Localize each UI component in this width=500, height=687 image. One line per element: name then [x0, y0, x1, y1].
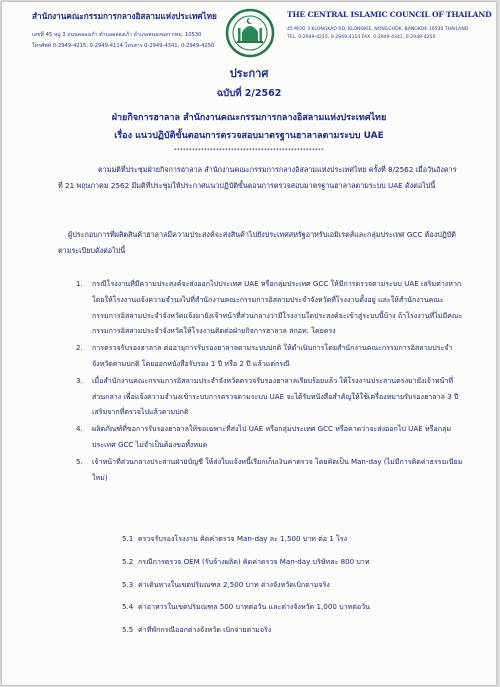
list-item: 5.5 ค่าที่พักกรณีออกต่างจังหวัด เบิกจ่ายตามจริง [122, 625, 272, 635]
fee-sub-list [122, 533, 452, 647]
list-item: 4. ผลิตภัณฑ์ที่ขอการรับรองฮาลาลให้ขอเฉพาะที่ส่งไป UAE หรือกลุ่มประเทศ GCC หรือคาดว่าจะส่งออกไป UAE หรือกลุ่มประเทศ GCC ไม่จำเป็นต้องขอทั้งหมด [76, 424, 452, 449]
list-item: 5.2 กรณีการตรวจ OEM (รับจ้างผลิต) คิดค่าตรวจ Man-day บริษัทละ 800 บาท [122, 556, 370, 566]
address-thai: เลขที่ 45 หมู่ 3 ถนนคลองเก้า ตำบลคลองเก้า อำเภอหนองจอก กทม. 10530 [32, 32, 202, 38]
list-item: 5.3 ค่าเดินทางในเขตปริมณฑล 2,500 บาท ต่างจังหวัดเบิกตามจริง [122, 579, 330, 589]
requirement-paragraph: ผู้ประกอบการที่ผลิตสินค้าฮาลาลมีความประสงค์จะส่งสินค้าไปยังประเทศสหรัฐอาหรับเอมิเรตส์และกลุ่มประเทศ GCC ต้องปฏิบัติตามระเบียบดังต่อไปนี้ [58, 230, 456, 255]
contact-thai: โทรศัพท์ 0-2949-4215, 0-2949-4114 โทรสาร 0-2949-4341, 0-2949-4250 [32, 43, 215, 49]
organization-name-english: THE CENTRAL ISLAMIC COUNCIL OF THAILAND [287, 10, 492, 19]
intro-paragraph: ตามมติที่ประชุมฝ่ายกิจการฮาลาล สำนักงานคณะกรรมการกลางอิสลามแห่งประเทศไทย ครั้งที่ 8/2562 เมื่อวันอังคารที่ 21 พฤษภาคม 2562 มีมติที่ประชุมให้ประกาศแนวปฏิบัติขั้นตอนการตรวจสอบมาตรฐานฮาลาลตามระบบ UAE ดังต่อไปนี้ [58, 165, 457, 190]
announcement-number: ฉบับที่ 2/2562 [216, 88, 282, 99]
separator-stars: ************************************************** [174, 148, 324, 154]
letterhead-english [287, 10, 492, 40]
list-item: 5.1 ตรวจรับรองโรงงาน คิดค่าตรวจ Man-day ละ 1,500 บาท ต่อ 1 โรง [122, 534, 348, 543]
islamic-council-seal-icon [225, 8, 275, 58]
letterhead-thai [32, 10, 217, 50]
subject-line: เรื่อง แนวปฏิบัติขั้นตอนการตรวจสอบมาตรฐานฮาลาลตามระบบ UAE [114, 131, 384, 141]
address-english: 45 MOO 3 KLONGKAO RD, KLONGKIE, NONGCHOK, BANGKOK 10530 THAILAND [287, 27, 469, 32]
procedure-list [76, 276, 466, 486]
announcement-heading: ประกาศ [229, 67, 269, 80]
issuer-line: ฝ่ายกิจการฮาลาล สำนักงานคณะกรรมการกลางอิสลามแห่งประเทศไทย [111, 113, 387, 123]
list-item: 1. กรณีโรงงานที่มีความประสงค์จะส่งออกไปประเทศ UAE หรือกลุ่มประเทศ GCC ให้มีการตรวจตามระบบ UAE เสริมต่างหาก โดยให้โรงงานแจ้งความจำนงไปที่สำนักงานคณะกรรมการอิสลามประจำจังหวัดที่โรงงานตั้งอยู่ และให้สำนักงานคณะกรรมการอิสลามประจำจังหวัดแจ้งมายังเจ้าหน้าที่ส่วนกลางว่ามีโรงงานใดประสงค์จะเข้าสู่ระบบนี้บ้าง ถ้าโรงงานที่ไม่มีคณะกรรมการอิสลามประจำจังหวัดให้โรงงานติดต่อฝ่ายกิจการฮาลาล สกอท. โดยตรง [76, 279, 463, 336]
list-item: 5.4 ค่าอาหารในเขตปริมณฑล 500 บาทต่อวัน และต่างจังหวัด 1,000 บาทต่อวัน [122, 602, 370, 612]
contact-english: TEL. 0-2949-4215, 0-2949-4114 FAX. 0-2949-4341, 0-2949-4250 [287, 35, 436, 40]
list-item: 3. เมื่อสำนักงานคณะกรรมการอิสลามประจำจังหวัดตรวจรับรองฮาลาลเรียบร้อยแล้ว ให้โรงงานประสานตรงมายังเจ้าหน้าที่ส่วนกลาง เพื่อแจ้งความจำนงเข้าระบบการตรวจตามระบบ UAE จะได้รับหนังสือสำคัญให้ใช้เครื่องหมายรับรองฮาลาล 3 ปี เสริมจากที่ตรวจไปแล้วตามปกติ [76, 375, 459, 417]
organization-name-thai: สำนักงานคณะกรรมการกลางอิสลามแห่งประเทศไทย [32, 11, 217, 21]
document-page [2, 2, 496, 685]
list-item: 2. การตรวจรับรองฮาลาล ต่ออายุการรับรองฮาลาลตามระบบปกติ ให้ดำเนินการโดยสำนักงานคณะกรรมการอิสลามประจำจังหวัดตามปกติ โดยออกหนังสือรับรอง 1 ปี หรือ 2 ปี แล้วแต่กรณี [76, 343, 453, 368]
list-item: 5. เจ้าหน้าที่ส่วนกลางประสานฝ่ายบัญชี ให้ส่งใบแจ้งหนี้เรียกเก็บเงินค่าตรวจ โดยคิดเป็น Man-day (ไม่มีการคิดค่าธรรมเนียมใหม่) [76, 456, 463, 482]
